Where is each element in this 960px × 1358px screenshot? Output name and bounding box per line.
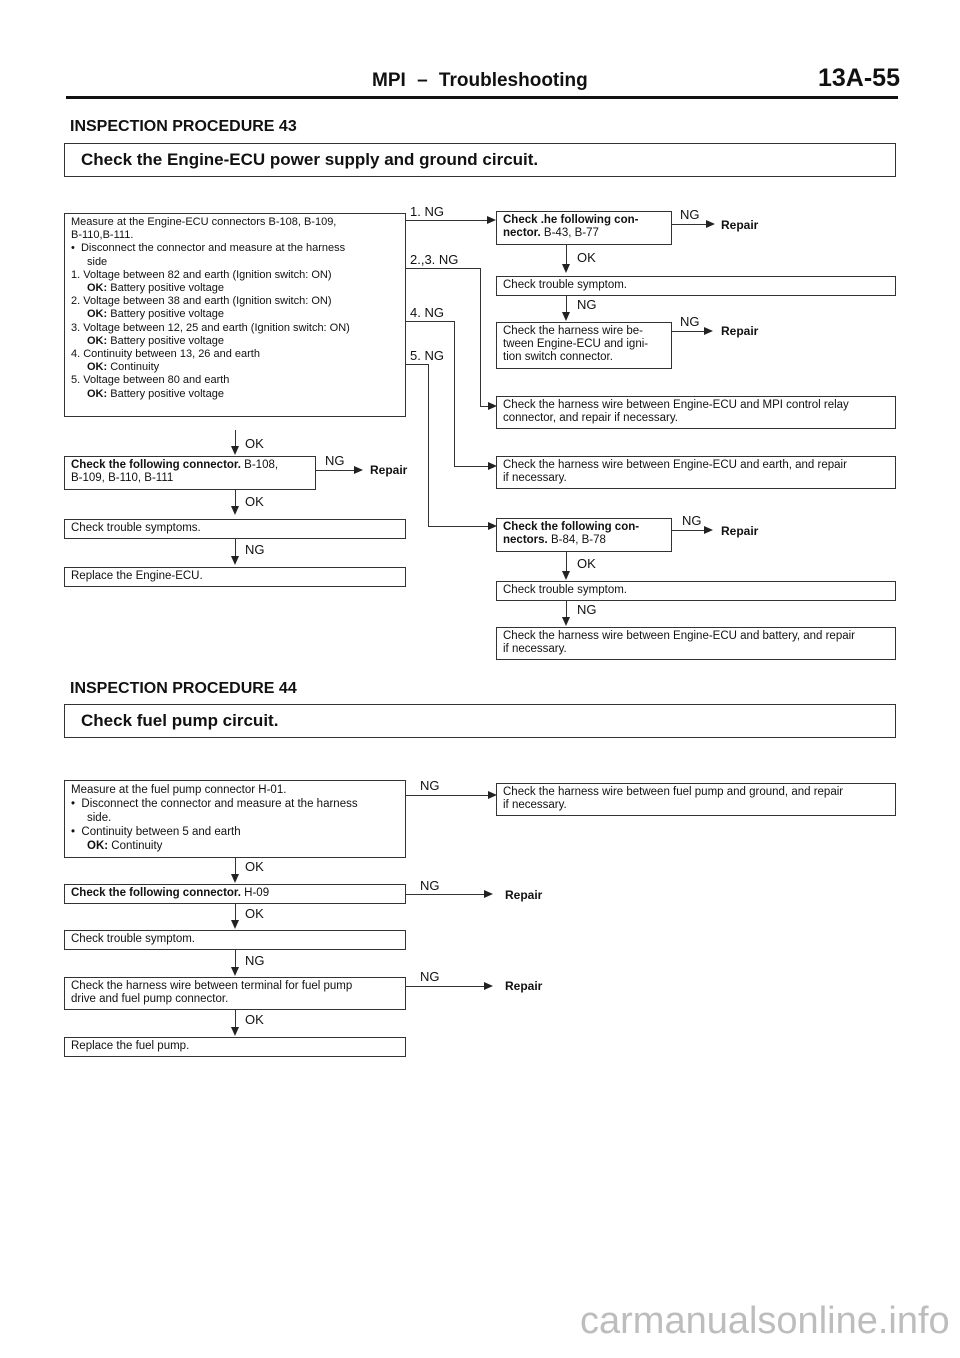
c6-bold2: nectors.	[503, 534, 548, 546]
branch-label-1: 1. NG	[410, 204, 444, 219]
connector-line	[428, 364, 429, 526]
connector-line	[406, 220, 490, 221]
connector-line	[406, 795, 490, 796]
connector-line	[316, 470, 356, 471]
ok-label: OK	[245, 906, 264, 921]
ok-value: Battery positive voltage	[110, 308, 224, 321]
c2-text: Check trouble symptom.	[503, 279, 627, 291]
connector-line	[566, 552, 567, 572]
arrow-down-icon	[231, 506, 239, 515]
ng-label: NG	[420, 878, 440, 893]
measure-line3-text: Disconnect the connector and measure at the harness	[80, 242, 346, 255]
bullet-icon: •	[71, 798, 76, 810]
check-symptom-box-2	[496, 581, 896, 601]
conn-bold: Check the following connector.	[71, 459, 241, 471]
arrow-down-icon	[562, 571, 570, 580]
ok-label: OK	[245, 859, 264, 874]
arrow-down-icon	[231, 556, 239, 565]
c1-line1	[503, 214, 665, 227]
branch-label-4: 4. NG	[410, 305, 444, 320]
symptoms-text: Check trouble symptoms.	[71, 522, 201, 534]
branch-label-5: 5. NG	[410, 348, 444, 363]
c1-rest: B-43, B-77	[543, 227, 599, 239]
fuel-harness2-line1: Check the harness wire between terminal for fuel pump	[71, 980, 353, 992]
connector-line	[235, 1010, 236, 1028]
connector-line	[406, 364, 428, 365]
c6-bold: Check the following con-	[503, 521, 640, 533]
connector-line	[566, 601, 567, 618]
fuel-harness2-line2: drive and fuel pump connector.	[71, 993, 229, 1005]
arrow-right-icon	[487, 216, 496, 224]
connector-line	[235, 430, 236, 447]
ng-label: NG	[245, 542, 265, 557]
header-dash: –	[417, 70, 428, 91]
arrow-down-icon	[231, 874, 239, 883]
fuel-symptom-text: Check trouble symptom.	[71, 933, 195, 945]
measure-line3	[71, 242, 399, 255]
ok-value: Battery positive voltage	[110, 387, 224, 400]
fuel-harness-terminal-box	[64, 977, 406, 1010]
measure-step5: 5. Voltage between 80 and earth	[71, 374, 230, 387]
proc43-heading: INSPECTION PROCEDURE 43	[70, 118, 297, 135]
measure-step1-ok	[71, 282, 399, 295]
check-symptoms-box	[64, 519, 406, 539]
check-connector-box	[64, 456, 316, 490]
connector-line	[406, 268, 480, 269]
arrow-down-icon	[231, 446, 239, 455]
connector-line	[235, 904, 236, 921]
connector-line	[406, 894, 486, 895]
ok-label: OK:	[87, 387, 108, 400]
check-harness-ignition-box	[496, 322, 672, 369]
ok-label: OK:	[87, 334, 108, 347]
c7-text: Check trouble symptom.	[503, 584, 627, 596]
measure-step2: 2. Voltage between 38 and earth (Ignition switch: ON)	[71, 295, 332, 308]
arrow-right-icon	[354, 466, 363, 474]
ok-label: OK:	[87, 308, 108, 321]
bullet-icon: •	[71, 242, 75, 255]
page-header	[372, 70, 588, 92]
arrow-down-icon	[562, 617, 570, 626]
c8-line1: Check the harness wire between Engine-ECU and battery, and repair	[503, 630, 856, 642]
conn-rest: B-108,	[244, 459, 279, 471]
arrow-right-icon	[484, 890, 493, 898]
c1-line2	[503, 227, 665, 240]
repair-label: Repair	[721, 524, 759, 538]
c8-line2: if necessary.	[503, 643, 567, 655]
fuel-conn-rest: H-09	[244, 887, 270, 899]
c4-line2: connector, and repair if necessary.	[503, 412, 678, 424]
measure-line2: B-110,B-111.	[71, 229, 134, 242]
ng-label: NG	[577, 602, 597, 617]
ok-label: OK:	[87, 840, 109, 852]
ng-label: NG	[680, 314, 700, 329]
header-section: MPI	[372, 70, 406, 91]
arrow-down-icon	[562, 264, 570, 273]
check-connector-b43-box	[496, 211, 672, 245]
fuel-measure-line2	[71, 797, 399, 811]
check-harness-earth-box	[496, 456, 896, 489]
connector-line	[428, 526, 490, 527]
ng-label: NG	[680, 207, 700, 222]
proc44-title: Check fuel pump circuit.	[81, 711, 279, 730]
connector-line	[566, 296, 567, 313]
measure-step4-ok	[71, 361, 399, 374]
fuel-check-connector-box	[64, 884, 406, 904]
replace-text: Replace the Engine-ECU.	[71, 570, 203, 582]
connector-line	[235, 490, 236, 507]
ng-label: NG	[420, 969, 440, 984]
watermark: carmanualsonline.info	[580, 1300, 950, 1342]
ok-label: OK	[245, 1012, 264, 1027]
c5-line1: Check the harness wire between Engine-ECU and earth, and repair	[503, 459, 847, 471]
fuel-measure-line4	[71, 825, 399, 839]
c1-bold2: nector.	[503, 227, 541, 239]
bullet-icon: •	[71, 826, 76, 838]
header-subtitle: Troubleshooting	[438, 70, 588, 91]
ok-label: OK	[577, 250, 596, 265]
ok-label: OK	[245, 494, 264, 509]
fuel-measure-box	[64, 780, 406, 858]
c6-line1	[503, 521, 665, 534]
ng-label: NG	[577, 297, 597, 312]
c5-line2: if necessary.	[503, 472, 567, 484]
proc44-heading: INSPECTION PROCEDURE 44	[70, 680, 297, 697]
proc44-title-box	[64, 704, 896, 738]
ok-value: Continuity	[111, 840, 163, 852]
replace-fuel-pump-box	[64, 1037, 406, 1057]
ng-label: NG	[682, 513, 702, 528]
arrow-down-icon	[562, 312, 570, 321]
ng-label: NG	[325, 453, 345, 468]
repair-label: Repair	[505, 888, 543, 902]
measure-line1: Measure at the Engine-ECU connectors B-108, B-109,	[71, 216, 337, 228]
replace-fuel-pump-text: Replace the fuel pump.	[71, 1040, 190, 1052]
ok-value: Continuity	[110, 361, 160, 374]
page-number: 13A-55	[818, 64, 900, 92]
replace-ecu-box	[64, 567, 406, 587]
ng-label: NG	[245, 953, 265, 968]
c3-line3: tion switch connector.	[503, 351, 613, 363]
connector-line	[406, 986, 486, 987]
fuel-measure-line1: Measure at the fuel pump connector H-01.	[71, 784, 287, 796]
c1-bold: Check .he following con-	[503, 214, 639, 226]
c3-line1: Check the harness wire be-	[503, 325, 643, 337]
ok-label: OK:	[87, 361, 108, 374]
measure-step3-ok	[71, 335, 399, 348]
fuel-harness1-line1: Check the harness wire between fuel pump and ground, and repair	[503, 786, 844, 798]
conn-line2: B-109, B-110, B-111	[71, 472, 174, 484]
c6-rest: B-84, B-78	[550, 534, 606, 546]
check-connectors-b84-box	[496, 518, 672, 552]
measure-step4: 4. Continuity between 13, 26 and earth	[71, 348, 260, 361]
repair-label: Repair	[721, 218, 759, 232]
arrow-down-icon	[231, 1027, 239, 1036]
arrow-right-icon	[484, 982, 493, 990]
repair-label: Repair	[505, 979, 543, 993]
ok-label: OK	[245, 436, 264, 451]
proc43-title-box	[64, 143, 896, 177]
check-symptom-box	[496, 276, 896, 296]
conn-line1	[71, 459, 309, 472]
fuel-measure-line4-text: Continuity between 5 and earth	[81, 826, 241, 838]
connector-line	[454, 466, 490, 467]
measure-step3: 3. Voltage between 12, 25 and earth (Ignition switch: ON)	[71, 321, 350, 334]
header-rule	[66, 96, 898, 99]
connector-line	[235, 539, 236, 557]
fuel-conn-bold: Check the following connector.	[71, 887, 241, 899]
measure-step2-ok	[71, 308, 399, 321]
connector-line	[672, 530, 706, 531]
proc43-title: Check the Engine-ECU power supply and ground circuit.	[81, 150, 539, 169]
fuel-harness-ground-box	[496, 783, 896, 816]
connector-line	[566, 245, 567, 265]
c6-line2	[503, 534, 665, 547]
check-harness-battery-box	[496, 627, 896, 660]
connector-line	[672, 331, 706, 332]
fuel-measure-line2-text: Disconnect the connector and measure at the harness	[81, 798, 358, 810]
arrow-right-icon	[704, 327, 713, 335]
connector-line	[235, 950, 236, 968]
connector-line	[235, 858, 236, 875]
repair-label: Repair	[370, 463, 408, 477]
fuel-check-symptom-box	[64, 930, 406, 950]
repair-label: Repair	[721, 324, 759, 338]
measure-step5-ok	[71, 388, 399, 401]
branch-label-23: 2.,3. NG	[410, 252, 459, 267]
connector-line	[672, 224, 708, 225]
check-harness-relay-box	[496, 396, 896, 429]
c4-line1: Check the harness wire between Engine-ECU and MPI control relay	[503, 399, 849, 411]
arrow-right-icon	[706, 220, 715, 228]
fuel-measure-line3: side.	[87, 812, 112, 824]
arrow-down-icon	[231, 920, 239, 929]
fuel-harness1-line2: if necessary.	[503, 799, 567, 811]
c3-line2: tween Engine-ECU and igni-	[503, 338, 649, 350]
arrow-right-icon	[704, 526, 713, 534]
measure-step1: 1. Voltage between 82 and earth (Ignition switch: ON)	[71, 268, 332, 281]
fuel-measure-ok	[71, 839, 399, 853]
connector-line	[406, 321, 454, 322]
ok-value: Battery positive voltage	[110, 334, 224, 347]
measure-line4: side	[87, 255, 108, 268]
arrow-down-icon	[231, 967, 239, 976]
proc43-measure-box	[64, 213, 406, 417]
connector-line	[454, 321, 455, 466]
connector-line	[480, 268, 481, 406]
ok-value: Battery positive voltage	[110, 282, 224, 295]
ng-label: NG	[420, 778, 440, 793]
ok-label: OK:	[87, 282, 108, 295]
ok-label: OK	[577, 556, 596, 571]
